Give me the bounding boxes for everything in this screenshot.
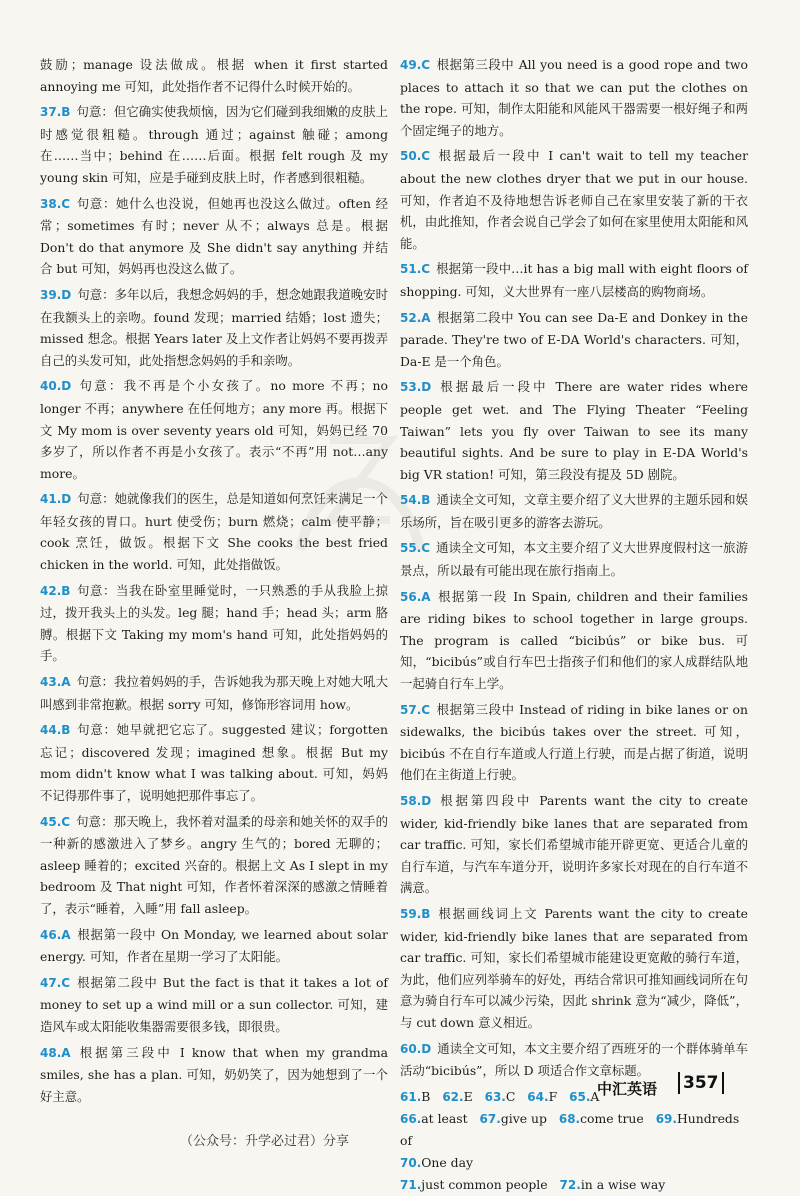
answer-entry: 58.D 根据第四段中 Parents want the city to create wider, kid-friendly bike lanes that are separated from car traffic. 可知，家长们希望城市能开辟更宽、更适合儿童的自行车道，与汽车车道分开，说明许多家长对现在的自行车道不满意。 (400, 793, 748, 896)
answer-entry: 46.A 根据第一段中 On Monday, we learned about solar energy. 可知，作者在星期一学习了太阳能。 (40, 926, 388, 965)
answer-entry: 56.A 根据第一段 In Spain, children and their families are riding bikes to school together in large groups. The program is called “bicibús” or bike bus. 可知，“bicibús”或自行车巴士指孩子们和他们的家人成群结队地一起骑自行车上学。 (400, 588, 748, 692)
answer-entry: 50.C 根据最后一段中 I can't wait to tell my teacher about the new clothes dryer that we put in our house. 可知，作者迫不及待地想告诉老师自己在家里安装了新的干衣机，由此推知，作者会说自己学会了如何在家里使用太阳能和风能。 (400, 148, 748, 251)
answer-entry: 49.C 根据第三段中 All you need is a good rope and two places to attach it so that we can put the clothes on the rope. 可知，制作太阳能和风能风干器需要一根好绳子和两个固定绳子的地方。 (400, 57, 748, 138)
answer-entry: 鼓励；manage 设法做成。根据 when it first started annoying me 可知，此处指作者不记得什么时候开始的。 (40, 57, 388, 94)
answer-entry: 42.B 句意：当我在卧室里睡觉时，一只熟悉的手从我脸上掠过，拨开我头上的头发。leg 腿；hand 手；head 头；arm 胳膊。根据下文 Taking my mom's hand 可知，此处指妈妈的手。 (40, 582, 388, 664)
answer-entry: 47.C 根据第二段中 But the fact is that it takes a lot of money to set up a wind mill or a sun collector. 可知，建造风车或太阳能收集器需要很多钱，即很贵。 (40, 974, 388, 1034)
book-title: 中汇英语 (597, 1080, 658, 1098)
answer-entry: 38.C 句意：她什么也没说，但她再也没这么做过。often 经常；sometimes 有时；never 从不；always 总是。根据 Don't do that anymore 及 She didn't say anything 并结合 but 可知，妈妈再也没这么做了。 (40, 195, 388, 277)
answer-entry: 45.C 句意：那天晚上，我怀着对温柔的母亲和她关怀的双手的一种新的感激进入了梦乡。angry 生气的；bored 无聊的；asleep 睡着的；excited 兴奋的。根据上文 As I slept in my bedroom 及 That night 可知，作者怀着深深的感激之情睡着了，表示“睡着，入睡”用 fall asleep。 (40, 813, 388, 916)
answer-entry: 43.A 句意：我拉着妈妈的手，告诉她我为那天晚上对她大吼大叫感到非常抱歉。根据 sorry 可知，修饰形容词用 how。 (40, 674, 388, 712)
answer-entry: 57.C 根据第三段中 Instead of riding in bike lanes or on sidewalks, the bicibús takes over the street. 可知，bicibús 不在自行车道或人行道上行驶，而是占据了街道，说明他们在主街道上行驶。 (400, 701, 748, 783)
short-answer-row: 61.B 62.E 63.C 64.F 65.A (400, 1088, 600, 1104)
answer-entry: 44.B 句意：她早就把它忘了。suggested 建议；forgotten 忘记；discovered 发现；imagined 想象。根据 But my mom didn't know what I was talking about. 可知，妈妈不记得那件事了，说明她把那件事忘了。 (40, 722, 388, 803)
answer-entry: 60.D 通读全文可知，本文主要介绍了西班牙的一个群体骑单车活动“bicibús”，所以 D 项适合作文章标题。 (400, 1040, 748, 1079)
answer-entry: 53.D 根据最后一段中 There are water rides where people get wet. and The Flying Theater “Feeling Taiwan” lets you fly over Taiwan to see its many beautiful sights. And be sure to play in E-DA World's big VR station! 可知，第三段没有提及 5D 剧院。 (400, 379, 748, 482)
right-column (400, 54, 748, 1196)
answer-entry: 52.A 根据第二段中 You can see Da-E and Donkey in the parade. They're two of E-DA World's characters. 可知，Da-E 是一个角色。 (400, 309, 748, 369)
short-answer-row: 71.just common people 72.in a wise way (400, 1176, 666, 1192)
left-column (40, 54, 388, 1111)
answer-entry: 55.C 通读全文可知，本文主要介绍了义大世界度假村这一旅游景点，所以最有可能出现在旅行指南上。 (400, 540, 748, 579)
short-answer-row: 70.One day (400, 1154, 473, 1170)
page-number: 357 (678, 1072, 724, 1094)
answer-entry: 39.D 句意：多年以后，我想念妈妈的手，想念她跟我道晚安时在我额头上的亲吻。found 发现；married 结婚；lost 遗失；missed 想念。根据 Years later 及上文作者让妈妈不要再拨弄自己的头发可知，此处指想念妈妈的手和亲吻。 (40, 286, 388, 368)
answer-entry: 48.A 根据第三段中 I know that when my grandma smiles, she has a plan. 可知，奶奶笑了，因为她想到了一个好主意。 (40, 1044, 388, 1104)
answer-entry: 40.D 句意：我不再是个小女孩了。no more 不再；no longer 不再；anywhere 在任何地方；any more 再。根据下文 My mom is over seventy years old 可知，妈妈已经 70 多岁了，所以作者不再是小女孩了。表示“不再”用 not…any more。 (40, 378, 388, 481)
answer-entry: 59.B 根据画线词上文 Parents want the city to create wider, kid-friendly bike lanes that are separated from car traffic. 可知，家长们希望城市能建设更宽敞的骑行车道，为此，他们应列举骑车的好处，再结合常识可推知画线词所在句意为骑自行车可以减少污染，因此 shrink 意为“减少，降低”，与 cut down 意义相近。 (400, 905, 748, 1030)
answer-entry: 51.C 根据第一段中…it has a big mall with eight floors of shopping. 可知，义大世界有一座八层楼高的购物商场。 (400, 261, 748, 299)
short-answers (400, 1086, 748, 1196)
answer-entry: 54.B 通读全文可知，文章主要介绍了义大世界的主题乐园和娱乐场所，旨在吸引更多的游客去游玩。 (400, 492, 748, 530)
answer-entry: 41.D 句意：她就像我们的医生，总是知道如何烹饪来满足一个年轻女孩的胃口。hurt 使受伤；burn 燃烧；calm 使平静；cook 烹饪，做饭。根据下文 She cooks the best fried chicken in the world. 可知，此处指做饭。 (40, 491, 388, 573)
short-answer-row: 66.at least 67.give up 68.come true 69.Hundreds of (400, 1110, 740, 1148)
share-note: （公众号：升学必过君）分享 (180, 1134, 350, 1149)
answer-entry: 37.B 句意：但它确实使我烦恼，因为它们碰到我细嫩的皮肤上时感觉很粗糙。through 通过；against 触碰；among 在……当中；behind 在……后面。根据 felt rough 及 my young skin 可知，应是手碰到皮肤上时，作者感到很粗糙。 (40, 104, 388, 185)
